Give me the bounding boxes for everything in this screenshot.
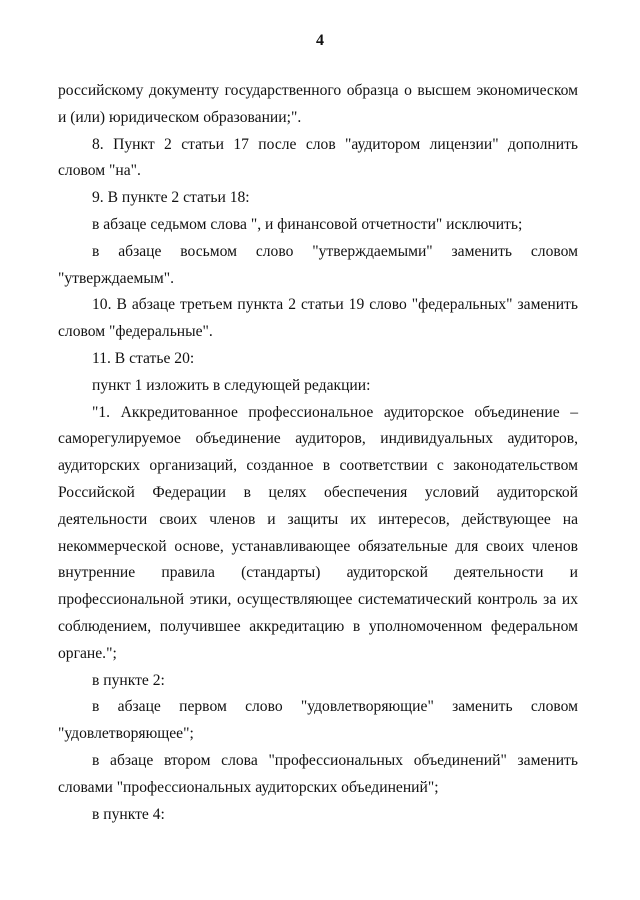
- paragraph-item-11-point-1-text: "1. Аккредитованное профессиональное аудиторское объединение – саморегулируемое объединение аудиторов, индивидуальных аудиторов, аудиторских организаций, созданное в соответствии с законодательством Российской Федерации в целях обеспечения условий аудиторской деятельности своих членов и защиты их интересов, действующее на некоммерческой основе, устанавливающее обязательные для своих членов внутренние правила (стандарты) аудиторской деятельности и профессиональной этики, осуществляющее систематический контроль за их соблюдением, получившее аккредитацию в уполномоченном федеральном органе.";: [58, 403, 578, 662]
- paragraph-item-11-point-4: в пункте 4:: [92, 805, 165, 823]
- paragraph-item-11-point-2: в пункте 2:: [92, 671, 165, 689]
- page-number: 4: [316, 32, 324, 49]
- paragraph-item-11-point-2-abzac-2: в абзаце втором слова "профессиональных объединений" заменить словами "профессиональных аудиторских объединений";: [58, 751, 578, 796]
- paragraph-item-11: 11. В статье 20:: [92, 349, 195, 367]
- paragraph-item-8: 8. Пункт 2 статьи 17 после слов "аудитором лицензии" дополнить словом "на".: [58, 135, 578, 180]
- paragraph-item-11-point-2-abzac-1: в абзаце первом слово "удовлетворяющие" заменить словом "удовлетворяющее";: [58, 698, 578, 743]
- paragraph-item-9-subpoint-7: в абзаце седьмом слова ", и финансовой отчетности" исключить;: [92, 215, 523, 233]
- paragraph-intro-continuation: российскому документу государственного образца о высшем экономическом и (или) юридическом образовании;".: [58, 82, 578, 126]
- paragraph-item-9-subpoint-8: в абзаце восьмом слово "утверждаемыми" заменить словом "утверждаемым".: [58, 242, 578, 287]
- paragraph-item-11-point-1-intro: пункт 1 изложить в следующей редакции:: [92, 376, 371, 394]
- paragraph-item-9: 9. В пункте 2 статьи 18:: [92, 189, 250, 207]
- document-body: [58, 78, 578, 828]
- paragraph-item-10: 10. В абзаце третьем пункта 2 статьи 19 слово "федеральных" заменить словом "федеральные".: [58, 296, 578, 341]
